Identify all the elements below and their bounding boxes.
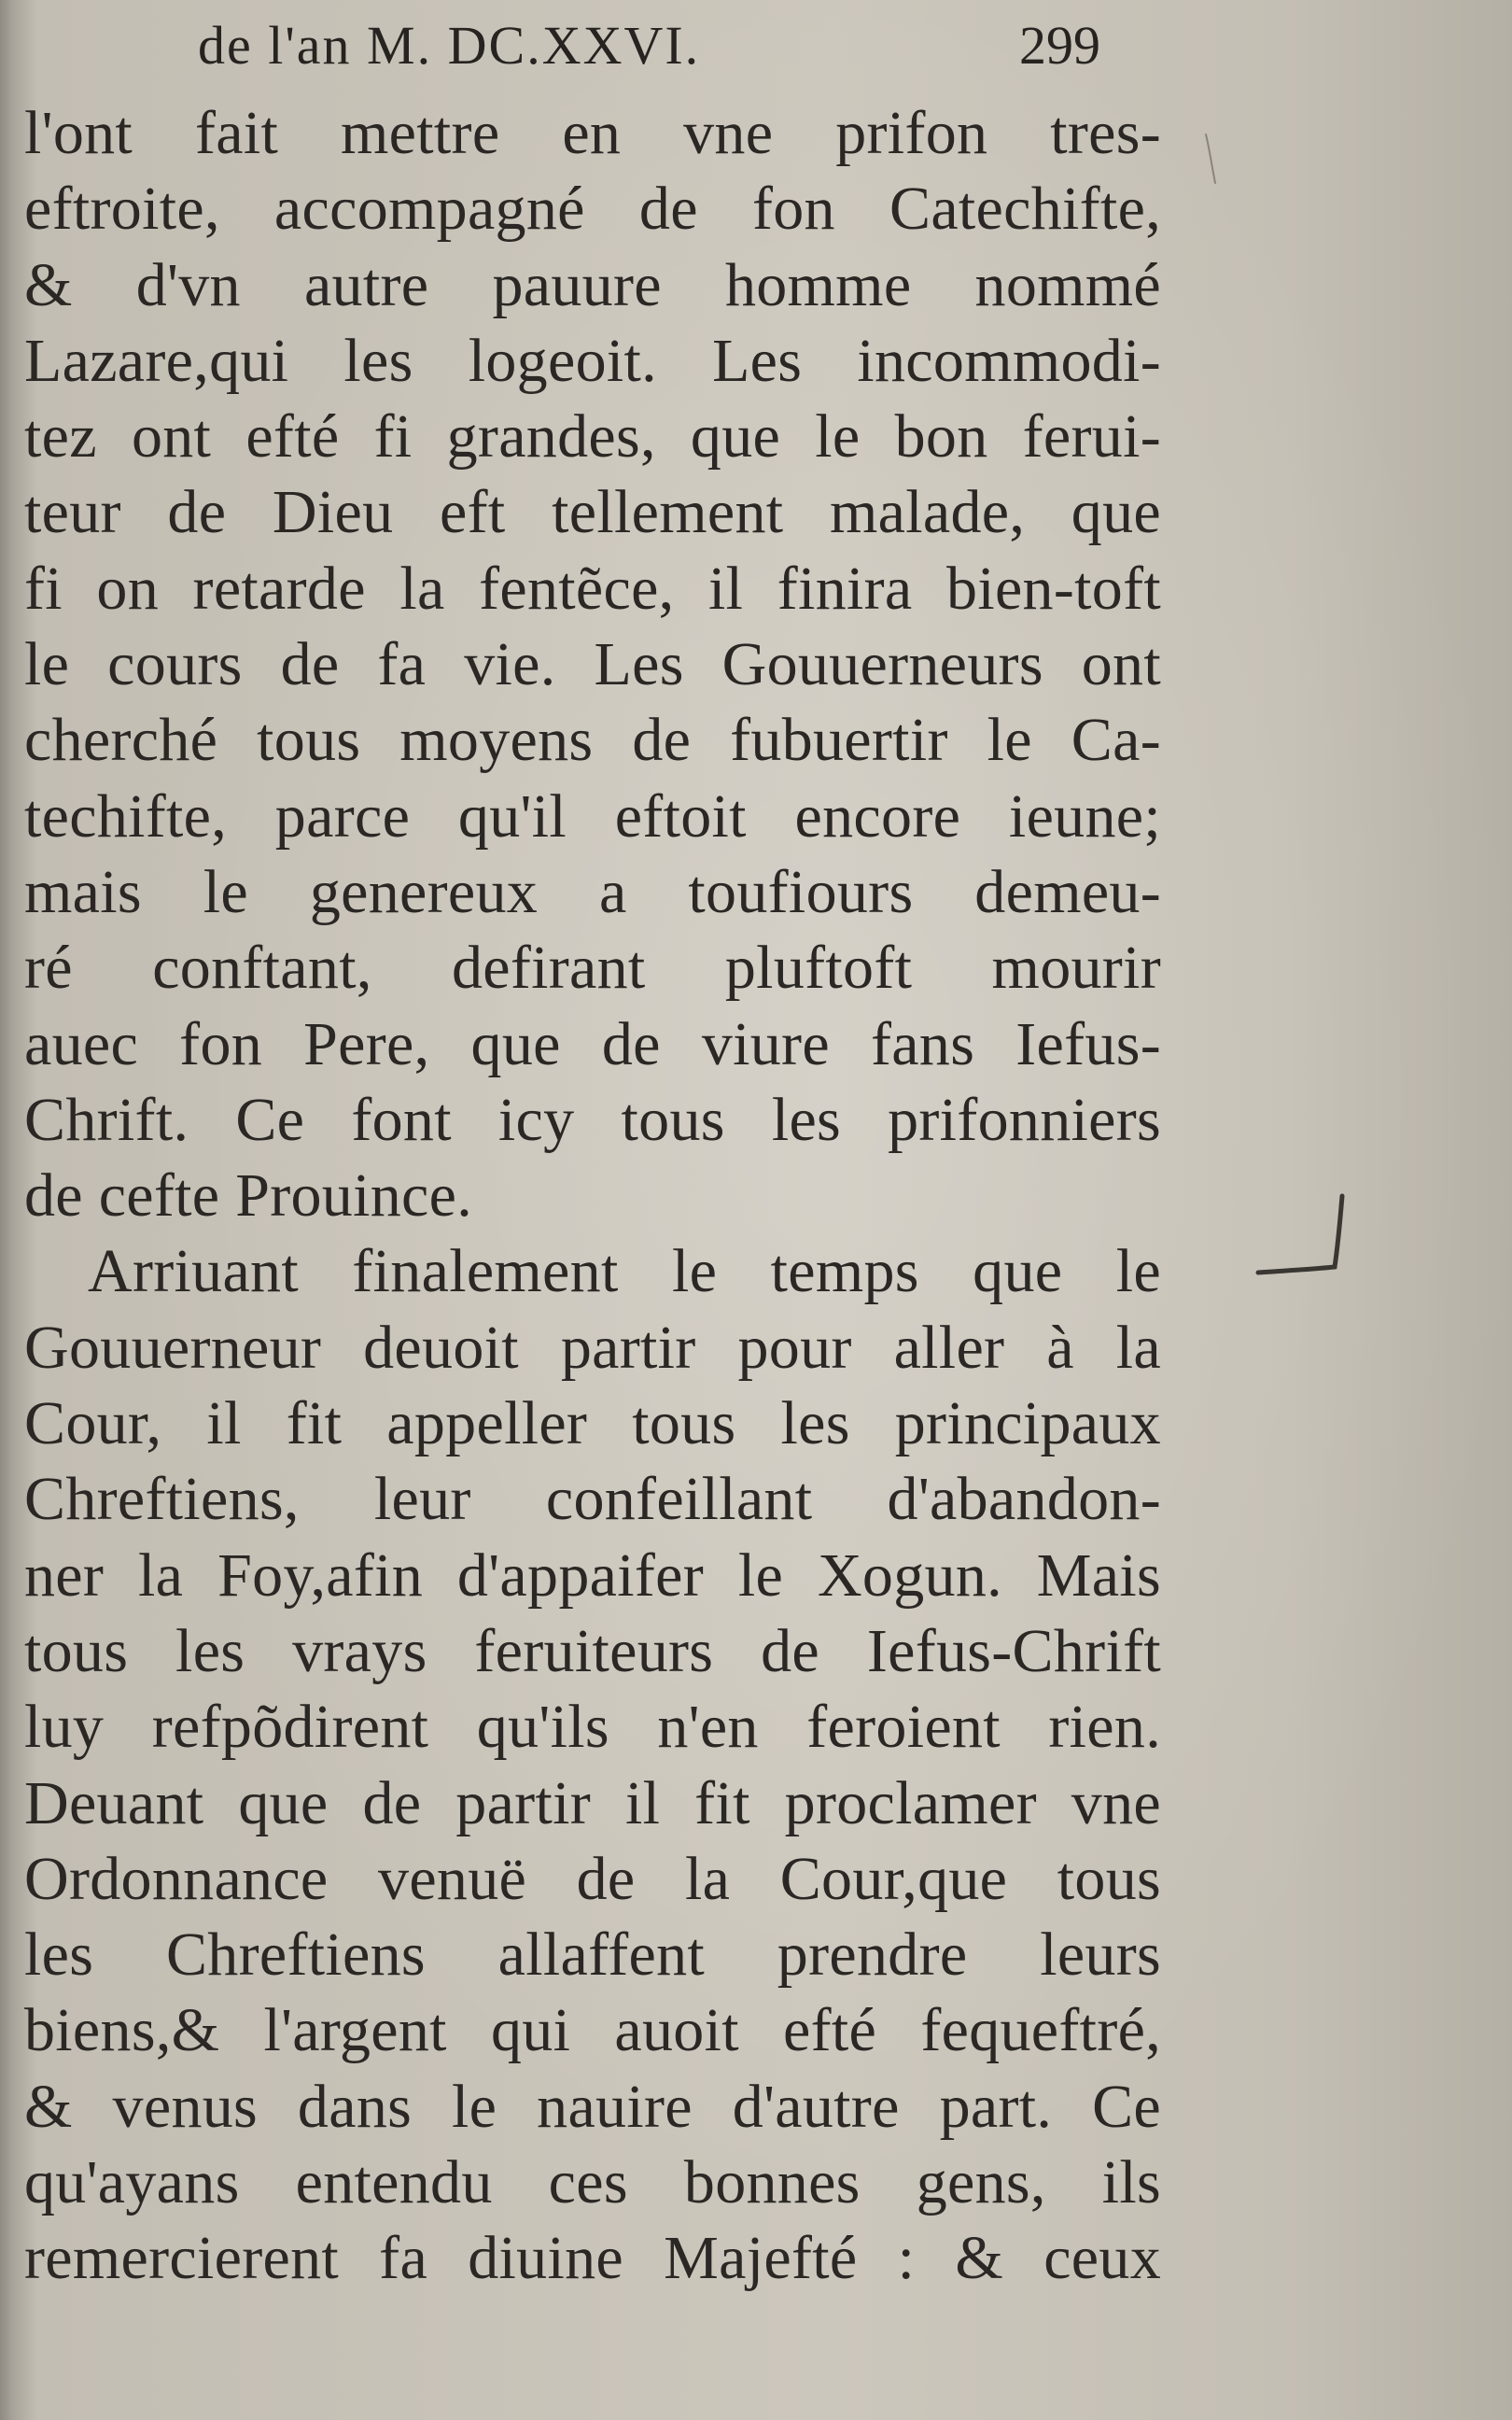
- text-line: biens,& l'argent qui auoit efté fequeftré,: [24, 1996, 1161, 2065]
- text-line: Chrift. Ce font icy tous les prifonniers: [24, 1085, 1161, 1154]
- text-line: Deuant que de partir il fit proclamer vne: [24, 1768, 1161, 1837]
- margin-pencil-mark: [1251, 1190, 1353, 1293]
- text-line: teur de Dieu eft tellement malade, que: [24, 478, 1161, 547]
- text-line: luy refpõdirent qu'ils n'en feroient rien.: [24, 1693, 1161, 1762]
- page-number: 299: [1019, 15, 1100, 76]
- text-line: & venus dans le nauire d'autre part. Ce: [24, 2072, 1161, 2141]
- text-line: fi on retarde la fentẽce, il finira bien-toft: [24, 554, 1161, 623]
- text-line: & d'vn autre pauure homme nommé: [24, 250, 1161, 319]
- text-line: Gouuerneur deuoit partir pour aller à la: [24, 1313, 1161, 1382]
- text-line: Lazare,qui les logeoit. Les incommodi-: [24, 326, 1161, 395]
- text-line: mais le genereux a toufiours demeu-: [24, 857, 1161, 926]
- text-line: ré conftant, defirant pluftoft mourir: [24, 934, 1161, 1003]
- text-line: ner la Foy,afin d'appaifer le Xogun. Mais: [24, 1541, 1161, 1610]
- text-line: eftroite, accompagné de fon Catechifte,: [24, 175, 1161, 244]
- text-line: qu'ayans entendu ces bonnes gens, ils: [24, 2148, 1161, 2217]
- text-line: remercierent fa diuine Majefté : & ceux: [24, 2224, 1161, 2293]
- text-line: de cefte Prouince.: [24, 1161, 473, 1231]
- page-header: [0, 13, 1512, 78]
- text-line: Arriuant finalement le temps que le: [88, 1237, 1161, 1306]
- text-line: les Chreftiens allaffent prendre leurs: [24, 1921, 1161, 1990]
- text-line: l'ont fait mettre en vne prifon tres-: [24, 99, 1161, 167]
- paragraph-2: [24, 1233, 1161, 2296]
- text-line: tez ont efté fi grandes, que le bon ferui-: [24, 402, 1161, 471]
- text-line: Cour, il fit appeller tous les principaux: [24, 1389, 1161, 1458]
- text-line: cherché tous moyens de fubuertir le Ca-: [24, 706, 1161, 775]
- margin-faint-mark: [1197, 131, 1234, 187]
- text-line: Chreftiens, leur confeillant d'abandon-: [24, 1465, 1161, 1534]
- running-head: de l'an M. DC.XXVI.: [198, 15, 701, 76]
- text-block: [24, 95, 1161, 2297]
- text-line: techifte, parce qu'il eftoit encore ieune;: [24, 781, 1161, 851]
- text-line: le cours de fa vie. Les Gouuerneurs ont: [24, 630, 1161, 699]
- text-line: tous les vrays feruiteurs de Iefus-Chrift: [24, 1616, 1161, 1685]
- text-line: auec fon Pere, que de viure fans Iefus-: [24, 1009, 1161, 1078]
- paragraph-1: [24, 95, 1161, 1233]
- text-line: Ordonnance venuë de la Cour,que tous: [24, 1844, 1161, 1913]
